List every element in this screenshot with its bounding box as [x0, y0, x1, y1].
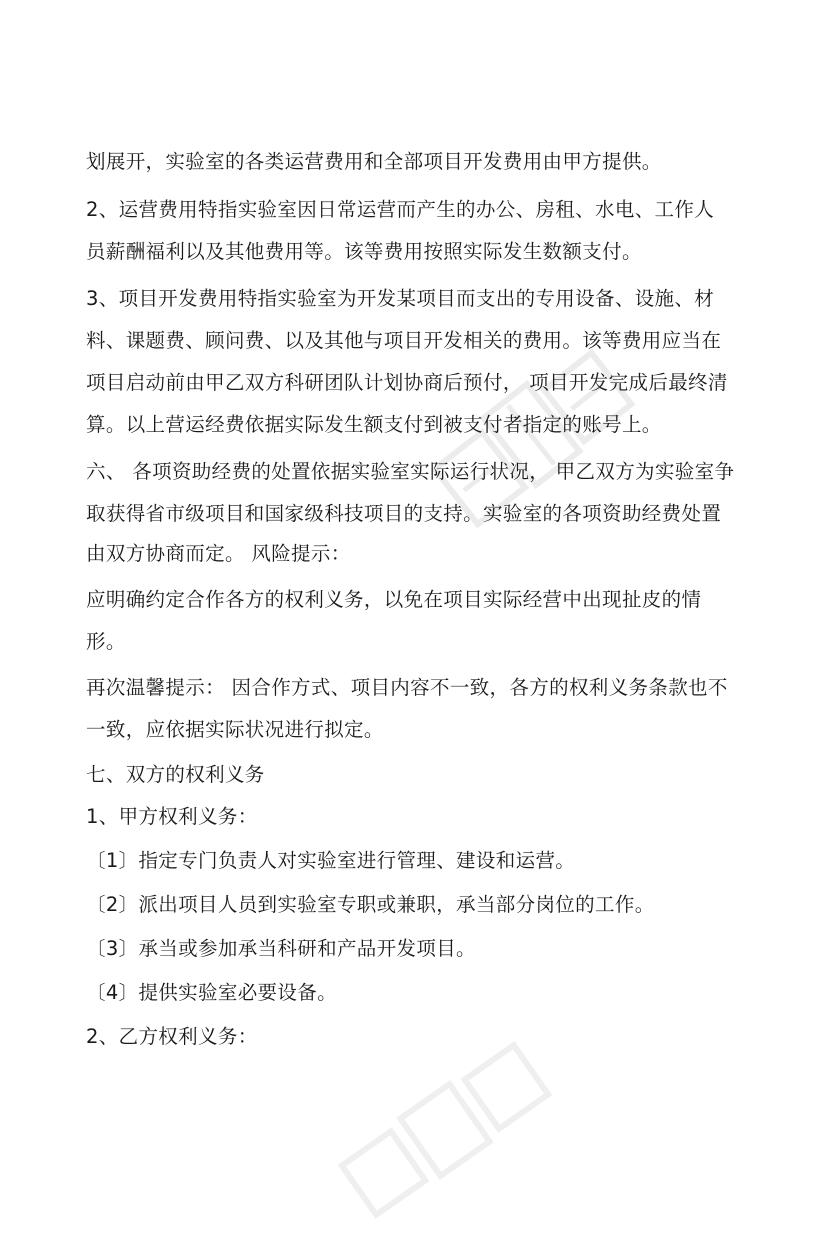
body-line-5: 料、课题费、顾问费、以及其他与项目开发相关的费用。该等费用应当在 [86, 329, 722, 352]
body-line-1: 划展开，实验室的各类运营费用和全部项目开发费用由甲方提供。 [86, 150, 662, 173]
body-line-14: 一致，应依据实际状况进行拟定。 [86, 718, 384, 741]
section-heading-seven: 七、双方的权利义务 [86, 763, 265, 786]
body-line-11: 应明确约定合作各方的权利义务，以免在项目实际经营中出现扯皮的情 [86, 588, 702, 611]
body-line-8: 六、 各项资助经费的处置依据实验室实际运行状况， 甲乙双方为实验室争 [86, 460, 735, 483]
body-line-4: 3、项目开发费用特指实验室为开发某项目而支出的专用设备、设施、材 [86, 287, 715, 310]
list-item-a3: 〔3〕承当或参加承当科研和产品开发项目。 [86, 937, 476, 960]
body-line-3: 员薪酬福利以及其他费用等。该等费用按照实际发生数额支付。 [86, 240, 642, 263]
body-line-6: 项目启动前由甲乙双方科研团队计划协商后预付， 项目开发完成后最终清 [86, 371, 728, 394]
list-item-a4: 〔4〕提供实验室必要设备。 [86, 981, 337, 1004]
body-line-13: 再次温馨提示： 因合作方式、项目内容不一致，各方的权利义务条款也不 [86, 676, 728, 699]
body-line-9: 取获得省市级项目和国家级科技项目的支持。实验室的各项资助经费处置 [86, 502, 722, 525]
body-line-10: 由双方协商而定。 风险提示： [86, 542, 351, 565]
watermark-bottom-icon [325, 1027, 565, 1233]
subsection-party-a: 1、甲方权利义务： [86, 805, 258, 828]
list-item-a1: 〔1〕指定专门负责人对实验室进行管理、建设和运营。 [86, 849, 576, 872]
body-line-2: 2、运营费用特指实验室因日常运营而产生的办公、房租、水电、工作人 [86, 198, 715, 221]
list-item-a2: 〔2〕派出项目人员到实验室专职或兼职，承当部分岗位的工作。 [86, 893, 655, 916]
body-line-12: 形。 [86, 630, 126, 653]
subsection-party-b: 2、乙方权利义务： [86, 1025, 258, 1048]
body-line-7: 算。以上营运经费依据实际发生额支付到被支付者指定的账号上。 [86, 413, 662, 436]
